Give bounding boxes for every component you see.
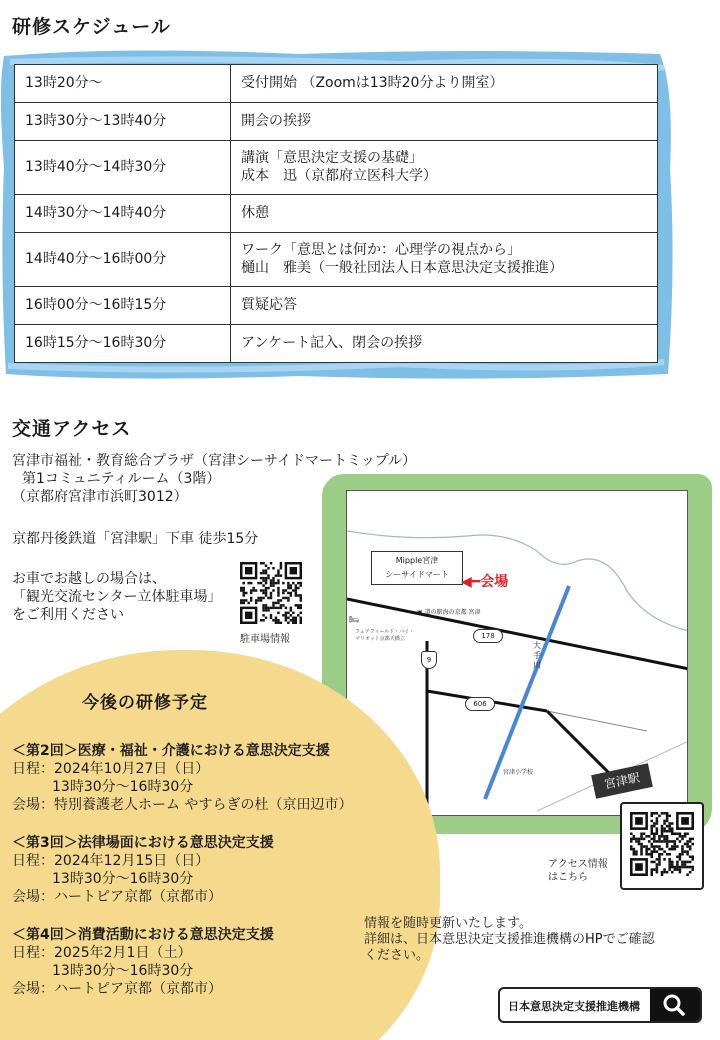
schedule-item (231, 141, 658, 195)
session-date: 日程：2025年2月1日（土） (12, 945, 192, 961)
schedule-time: 13時30分～13時40分 (15, 103, 231, 141)
map-building-label (371, 551, 463, 585)
station-label: 宮津駅 (591, 763, 653, 799)
schedule-time: 14時30分～14時40分 (15, 195, 231, 233)
arrow-left-icon: ◀━ (461, 574, 481, 590)
search-bar[interactable] (498, 987, 702, 1023)
car-line-1: お車でお越しの場合は、 (12, 571, 166, 587)
qr-pattern (240, 562, 302, 624)
schedule-item-line1: アンケート記入、閉会の挨拶 (241, 334, 423, 351)
schedule-item (231, 233, 658, 287)
building-name-1: Mipple宮津 (395, 556, 439, 565)
access-qr-label: アクセス情報 はこちら (548, 859, 608, 883)
future-title: 今後の研修予定 (82, 693, 208, 713)
session-date: 日程：2024年10月27日（日） (12, 761, 210, 777)
schedule-time: 13時20分～ (15, 65, 231, 103)
future-session (12, 742, 412, 814)
schedule-item-line1: ワーク「意思とは何か：心理学の視点から」 (241, 242, 521, 258)
car-line-3: をご利用ください (12, 607, 124, 623)
schedule-item-line1: 開会の挨拶 (241, 112, 311, 129)
future-session (12, 926, 412, 998)
schedule-time: 14時40分～16時00分 (15, 233, 231, 287)
venue-address-line: （京都府宮津市浜町3012） (12, 489, 188, 505)
venue-marker (461, 571, 508, 591)
schedule-item-line1: 受付開始 （Zoomは13時20分より開室） (241, 74, 504, 91)
search-icon (650, 989, 700, 1021)
schedule-row (15, 325, 658, 363)
roadside-station-label: ▣ 道の駅海の京都 宮津 (417, 609, 481, 616)
car-line-2: 「観光交流センター立体駐車場」 (12, 589, 222, 605)
session-venue: 会場：特別養護老人ホーム やすらぎの杜（京田辺市） (12, 797, 353, 813)
schedule-row (15, 195, 658, 233)
schedule-item-line2: 樋山 雅美（一般社団法人日本意思決定支援推進） (241, 259, 563, 276)
parking-qr-label: 駐車場情報 (240, 634, 290, 645)
access-qr-code[interactable] (620, 802, 704, 890)
venue-marker-label: 会場 (480, 574, 509, 590)
parking-qr-code[interactable] (240, 562, 302, 624)
session-time: 13時30分～16時30分 (52, 871, 194, 887)
schedule-item (231, 287, 658, 325)
route-178-sign: 178 (473, 629, 503, 643)
bed-icon: 🛏 (349, 615, 360, 624)
qr-pattern (630, 812, 694, 876)
schedule-title: 研修スケジュール (12, 16, 171, 38)
access-title: 交通アクセス (12, 418, 132, 440)
schedule-item-line1: 質疑応答 (241, 296, 297, 313)
search-button[interactable] (650, 989, 700, 1021)
route-9-sign: 9 (421, 651, 437, 669)
session-heading: ＜第3回＞法律場面における意思決定支援 (12, 835, 274, 851)
session-venue: 会場：ハートピア京都（京都市） (12, 889, 222, 905)
schedule-item (231, 195, 658, 233)
future-session (12, 834, 412, 906)
session-heading: ＜第4回＞消費活動における意思決定支援 (12, 927, 274, 943)
train-info: 京都丹後鉄道「宮津駅」下車 徒歩15分 (12, 531, 259, 547)
search-text: 日本意思決定支援推進機構 (508, 1000, 640, 1013)
schedule-item (231, 103, 658, 141)
schedule-item (231, 65, 658, 103)
session-time: 13時30分～16時30分 (52, 963, 194, 979)
session-date: 日程：2024年12月15日（日） (12, 853, 210, 869)
schedule-item (231, 325, 658, 363)
route-606-sign: 606 (465, 697, 495, 711)
shop-icon: ▣ (417, 609, 425, 616)
update-notice: 情報を随時更新いたします。 詳細は、日本意思決定支援推進機構のHPでご確認 ください。 (364, 916, 655, 963)
session-heading: ＜第2回＞医療・福祉・介護における意思決定支援 (12, 743, 330, 759)
schedule-row (15, 103, 658, 141)
school-label: 宮津小学校 (503, 769, 534, 776)
schedule-time: 13時40分～14時30分 (15, 141, 231, 195)
future-sessions (12, 742, 412, 1018)
venue-room: 第1コミュニティルーム（3階） (22, 471, 221, 487)
session-time: 13時30分～16時30分 (52, 779, 194, 795)
schedule-row (15, 65, 658, 103)
venue-line: 宮津市福祉・教育総合プラザ（宮津シーサイドマートミップル） (12, 453, 417, 469)
schedule-row (15, 287, 658, 325)
schedule-table (14, 64, 658, 363)
schedule-item-line1: 講演「意思決定支援の基礎」 (241, 150, 423, 166)
building-name-2: シーサイドマート (385, 570, 449, 579)
schedule-time: 16時00分～16時15分 (15, 287, 231, 325)
session-venue: 会場：ハートピア京都（京都市） (12, 981, 222, 997)
schedule-item-line2: 成本 迅（京都府立医科大学） (241, 167, 437, 184)
schedule-row (15, 233, 658, 287)
car-info (12, 570, 221, 624)
river-label: 大手川 (533, 641, 541, 670)
hotel-label: フェアフィールド・バイ・ マリオット京都天橋立 (355, 629, 415, 642)
schedule-item-line1: 休憩 (241, 204, 269, 221)
schedule-row (15, 141, 658, 195)
schedule-time: 16時15分～16時30分 (15, 325, 231, 363)
